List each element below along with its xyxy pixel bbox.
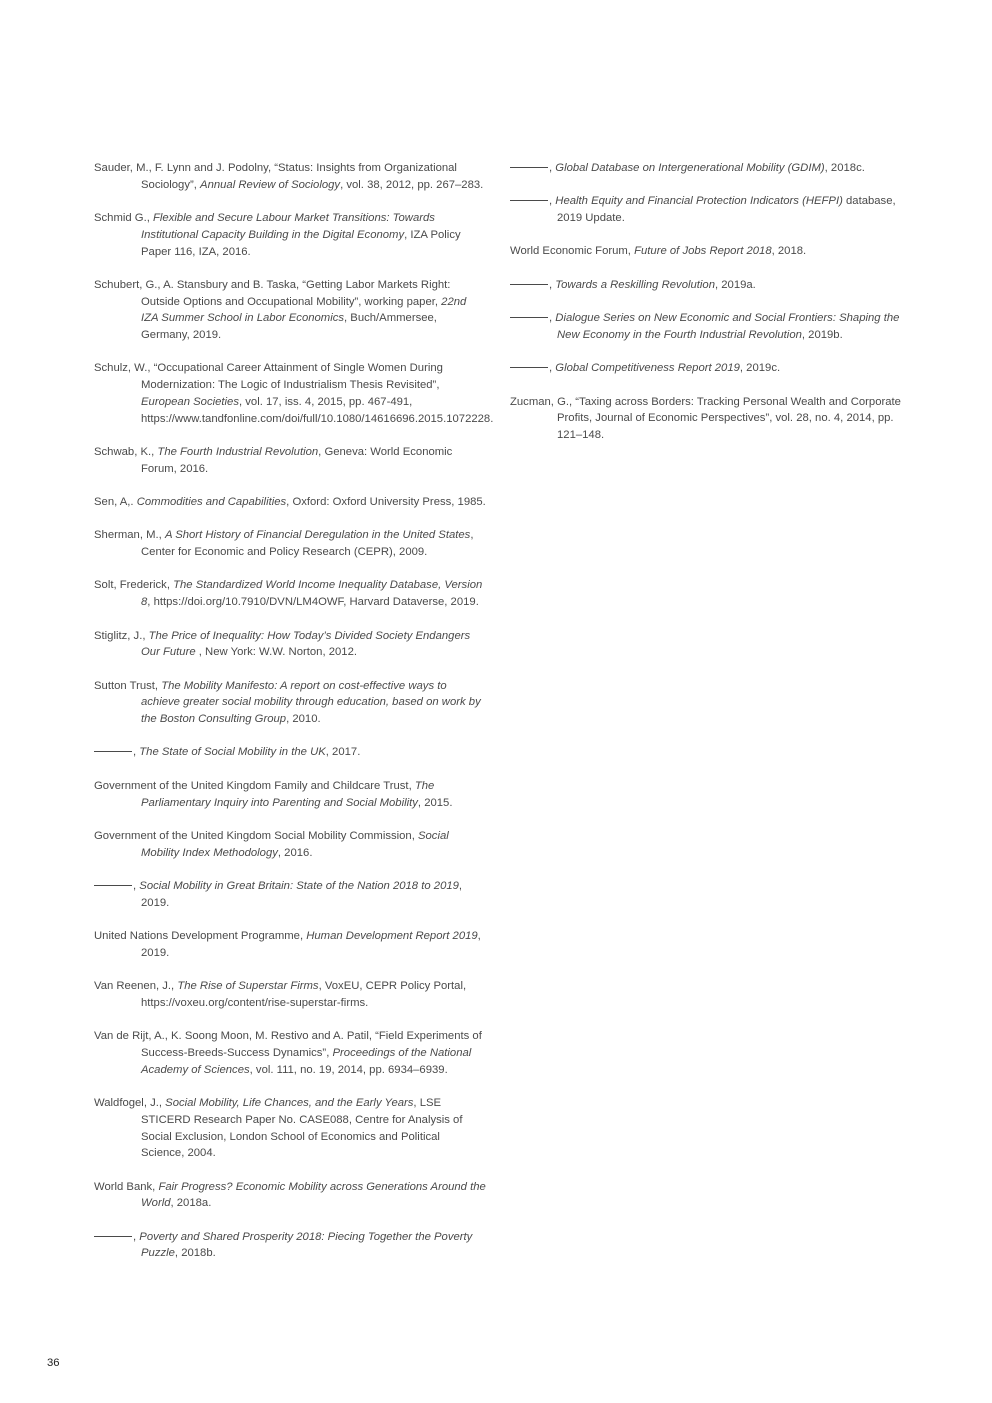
reference-text: , 2018a. (170, 1197, 212, 1210)
reference-text: , New York: W.W. Norton, 2012. (195, 646, 357, 659)
reference-text: , 2019. (141, 930, 481, 959)
reference-entry (94, 494, 486, 511)
reference-entry (94, 778, 486, 811)
reference-title: Fair Progress? Economic Mobility across Generations Around the World (141, 1180, 486, 1210)
reference-text: , 2018. (771, 245, 807, 258)
reference-text: Zucman, G., “Taxing across Borders: Tracking Personal Wealth and Corporate Profits, Journal of Economic Perspectives”, vol. 28, no. 4, 2014, pp. 121–148. (510, 395, 901, 442)
reference-text: Schulz, W., “Occupational Career Attainment of Single Women During Modernization: The Logic of Industrialism Thesis Revisited”, (94, 362, 443, 392)
reference-entry (94, 628, 486, 661)
reference-text: Sauder, M., F. Lynn and J. Podolny, “Status: Insights from Organizational Sociology”, (94, 162, 457, 191)
reference-entry (94, 744, 486, 761)
reference-text: Government of the United Kingdom Family and Childcare Trust, (94, 779, 415, 792)
reference-text: Stiglitz, J., (94, 629, 149, 642)
references-right-column (510, 160, 902, 461)
reference-entry (94, 1095, 486, 1162)
reference-text: , (549, 278, 556, 291)
reference-title: Towards a Reskilling Revolution (555, 278, 715, 291)
reference-text: , 2019c. (739, 362, 781, 375)
reference-text: , (133, 880, 140, 893)
reference-text: Sen, A,. (94, 495, 137, 508)
repeated-author-dash (94, 751, 132, 752)
reference-entry (94, 210, 486, 260)
reference-title: Global Competitiveness Report 2019 (555, 362, 740, 375)
reference-text: , IZA Policy Paper 116, IZA, 2016. (141, 228, 461, 258)
reference-title: Human Development Report 2019 (306, 930, 478, 943)
reference-entry (94, 1229, 486, 1262)
reference-entry (510, 277, 902, 294)
reference-text: , 2019b. (801, 328, 843, 341)
reference-entry (510, 310, 902, 343)
reference-title: Social Mobility, Life Chances, and the Early Years (165, 1097, 414, 1110)
reference-entry (94, 978, 486, 1011)
reference-title: Poverty and Shared Prosperity 2018: Piecing Together the Poverty Puzzle (139, 1230, 473, 1260)
reference-text: Schmid G., (94, 212, 154, 225)
reference-title: The Standardized World Income Inequality Database, Version 8 (141, 579, 483, 609)
reference-title: Commodities and Capabilities (136, 495, 287, 508)
reference-title: A Short History of Financial Deregulation in the United States (164, 529, 471, 542)
reference-text: , (549, 195, 556, 208)
reference-text: , Buch/Ammersee, Germany, 2019. (141, 312, 437, 341)
reference-text: , (549, 362, 556, 375)
reference-text: , Oxford: Oxford University Press, 1985. (286, 495, 486, 508)
reference-entry (510, 394, 902, 444)
reference-text: , 2019a. (714, 278, 756, 291)
reference-text: , (549, 312, 556, 325)
reference-text: Schwab, K., (94, 445, 158, 458)
reference-entry (94, 1028, 486, 1078)
reference-entry (94, 277, 486, 344)
reference-entry (94, 928, 486, 961)
reference-title: Dialogue Series on New Economic and Social Frontiers: Shaping the New Economy in the Fourth Industrial Revolution (555, 312, 900, 341)
reference-text: , 2015. (417, 796, 453, 809)
reference-text: , 2018b. (174, 1247, 216, 1260)
reference-text: , vol. 111, no. 19, 2014, pp. 6934–6939. (249, 1063, 448, 1076)
reference-text: Solt, Frederick, (94, 579, 174, 592)
repeated-author-dash (510, 284, 548, 285)
reference-text: , Center for Economic and Policy Research (CEPR), 2009. (141, 529, 474, 559)
reference-title: Future of Jobs Report 2018 (634, 245, 772, 258)
reference-text: database, 2019 Update. (557, 195, 896, 225)
reference-text: Waldfogel, J., (94, 1097, 166, 1110)
reference-text: United Nations Development Programme, (94, 930, 307, 943)
reference-title: Global Database on Intergenerational Mobility (GDIM) (555, 162, 825, 174)
reference-text: , 2018c. (824, 162, 865, 174)
reference-entry (510, 160, 902, 177)
reference-entry (510, 193, 902, 226)
reference-text: , Geneva: World Economic Forum, 2016. (141, 445, 453, 475)
reference-entry (94, 160, 486, 193)
reference-title: The Parliamentary Inquiry into Parenting and Social Mobility (141, 779, 435, 809)
repeated-author-dash (94, 885, 132, 886)
reference-entry (94, 360, 494, 427)
reference-title: Flexible and Secure Labour Market Transitions: Towards Institutional Capacity Building in the Digital Economy (141, 212, 435, 241)
reference-entry (510, 360, 902, 377)
reference-text: Van de Rijt, A., K. Soong Moon, M. Restivo and A. Patil, “Field Experiments of Success-Breeds-Success Dynamics”, (94, 1030, 482, 1060)
reference-title: 22nd IZA Summer School in Labor Economics (141, 295, 467, 325)
reference-text: , LSE STICERD Research Paper No. CASE088, Centre for Analysis of Social Exclusion, London School of Economics and Political Science, 2004. (141, 1097, 463, 1160)
page-number: 36 (47, 1357, 60, 1369)
reference-title: The Fourth Industrial Revolution (157, 445, 319, 458)
repeated-author-dash (510, 167, 548, 168)
reference-text: , 2019. (141, 880, 463, 909)
references-left-column (94, 160, 494, 1279)
reference-title: The Rise of Superstar Firms (177, 980, 319, 993)
reference-text: , https://doi.org/10.7910/DVN/LM4OWF, Harvard Dataverse, 2019. (147, 596, 479, 609)
reference-title: Social Mobility in Great Britain: State of the Nation 2018 to 2019 (139, 880, 459, 893)
reference-title: Social Mobility Index Methodology (141, 829, 449, 859)
reference-text: Sherman, M., (94, 529, 165, 542)
reference-text: , vol. 38, 2012, pp. 267–283. (340, 178, 484, 191)
reference-text: Sutton Trust, (94, 679, 162, 692)
reference-title: Health Equity and Financial Protection Indicators (HEFPI) (555, 195, 843, 208)
reference-entry (94, 678, 486, 728)
reference-title: The State of Social Mobility in the UK (139, 746, 326, 759)
reference-entry (510, 243, 902, 260)
reference-text: , 2017. (325, 746, 361, 759)
repeated-author-dash (510, 367, 548, 368)
reference-text: Van Reenen, J., (94, 980, 178, 993)
reference-text: , 2010. (286, 713, 321, 726)
reference-text: World Bank, (94, 1180, 159, 1193)
reference-entry (94, 577, 486, 610)
repeated-author-dash (510, 317, 548, 318)
reference-entry (94, 444, 486, 477)
reference-title: Proceedings of the National Academy of Sciences (141, 1047, 472, 1076)
reference-text: Schubert, G., A. Stansbury and B. Taska, “Getting Labor Markets Right: Outside Options and Occupational Mobility”, working paper, (94, 278, 451, 308)
reference-text: World Economic Forum, (510, 245, 635, 258)
repeated-author-dash (94, 1236, 132, 1237)
reference-entry (94, 527, 486, 560)
reference-title: The Price of Inequality: How Today’s Divided Society Endangers Our Future (141, 629, 471, 659)
reference-entry (94, 878, 486, 911)
reference-text: , (549, 162, 556, 174)
reference-title: European Societies (141, 395, 239, 408)
reference-text: , (133, 746, 140, 759)
reference-title: Annual Review of Sociology (200, 178, 341, 191)
reference-text: , (133, 1230, 140, 1243)
reference-entry (94, 1179, 486, 1212)
reference-text: Government of the United Kingdom Social Mobility Commission, (94, 829, 418, 842)
repeated-author-dash (510, 200, 548, 201)
reference-title: The Mobility Manifesto: A report on cost-effective ways to achieve greater social mobility through education, based on work by the Boston Consulting Group (141, 679, 481, 726)
reference-text: , VoxEU, CEPR Policy Portal, https://voxeu.org/content/rise-superstar-firms. (141, 980, 467, 1009)
reference-text: , 2016. (277, 846, 313, 859)
reference-entry (94, 828, 486, 861)
reference-text: , vol. 17, iss. 4, 2015, pp. 467-491, https://www.tandfonline.com/doi/full/10.1080/14616696.2015.1072228. (141, 395, 494, 425)
